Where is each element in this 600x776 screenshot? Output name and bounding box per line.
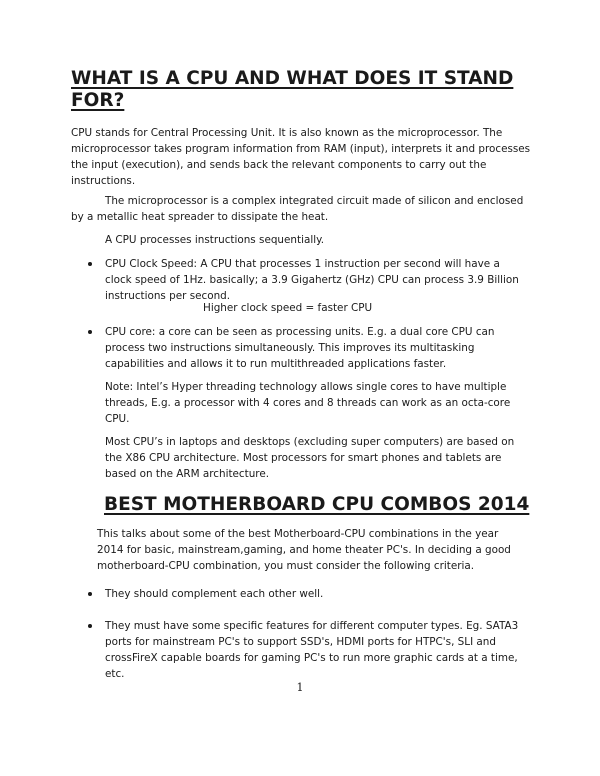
bullet-marker xyxy=(88,262,92,266)
page-number: 1 xyxy=(296,681,304,694)
heading-motherboard-combos: BEST MOTHERBOARD CPU COMBOS 2014 xyxy=(104,494,530,515)
bullet-marker xyxy=(88,592,92,596)
bullet-specific-features: They must have some specific features for different computer types. Eg. SATA3 ports for mainstream PC's to support SSD's, HDMI ports for HTPC's, SLI and crossFireX capable boards for gaming PC's to run more graphic cards at a time, etc. xyxy=(105,620,519,680)
paragraph-combos-intro: This talks about some of the best Motherboard-CPU combinations in the year 2014 for basic, mainstream,gaming, and home theater PC's. In deciding a good motherboard-CPU combination, you must consider the following criteria. xyxy=(97,528,511,572)
clock-speed-note: Higher clock speed = faster CPU xyxy=(203,302,373,314)
paragraph-sequential: A CPU processes instructions sequentially. xyxy=(105,234,325,246)
heading-what-is-cpu: WHAT IS A CPU AND WHAT DOES IT STAND FOR? xyxy=(71,68,514,111)
note-cpu-architecture: Most CPU’s in laptops and desktops (excluding super computers) are based on the X86 CPU architecture. Most processors for smart phones and tablets are based on the ARM architecture. xyxy=(105,436,515,480)
bullet-marker xyxy=(88,330,92,334)
bullet-clock-speed: CPU Clock Speed: A CPU that processes 1 instruction per second will have a clock speed of 1Hz. basically; a 3.9 Gigahertz (GHz) CPU can process 3.9 Billion instructions per second. xyxy=(105,258,519,302)
bullet-cpu-core: CPU core: a core can be seen as processing units. E.g. a dual core CPU can process two instructions simultaneously. This improves its multitasking capabilities and allows it to run multithreaded applications faster. xyxy=(105,326,495,370)
bullet-marker xyxy=(88,624,92,628)
paragraph-cpu-definition: CPU stands for Central Processing Unit. It is also known as the microprocessor. The microprocessor takes program information from RAM (input), interprets it and processes the input (execution), and sends back the relevant components to carry out the instructions. xyxy=(71,127,531,187)
note-hyper-threading: Note: Intel’s Hyper threading technology allows single cores to have multiple threads, E.g. a processor with 4 cores and 8 threads can work as an octa-core CPU. xyxy=(105,381,511,425)
paragraph-microprocessor: The microprocessor is a complex integrated circuit made of silicon and enclosed by a metallic heat spreader to dissipate the heat. xyxy=(71,195,524,223)
bullet-complement: They should complement each other well. xyxy=(105,588,324,600)
